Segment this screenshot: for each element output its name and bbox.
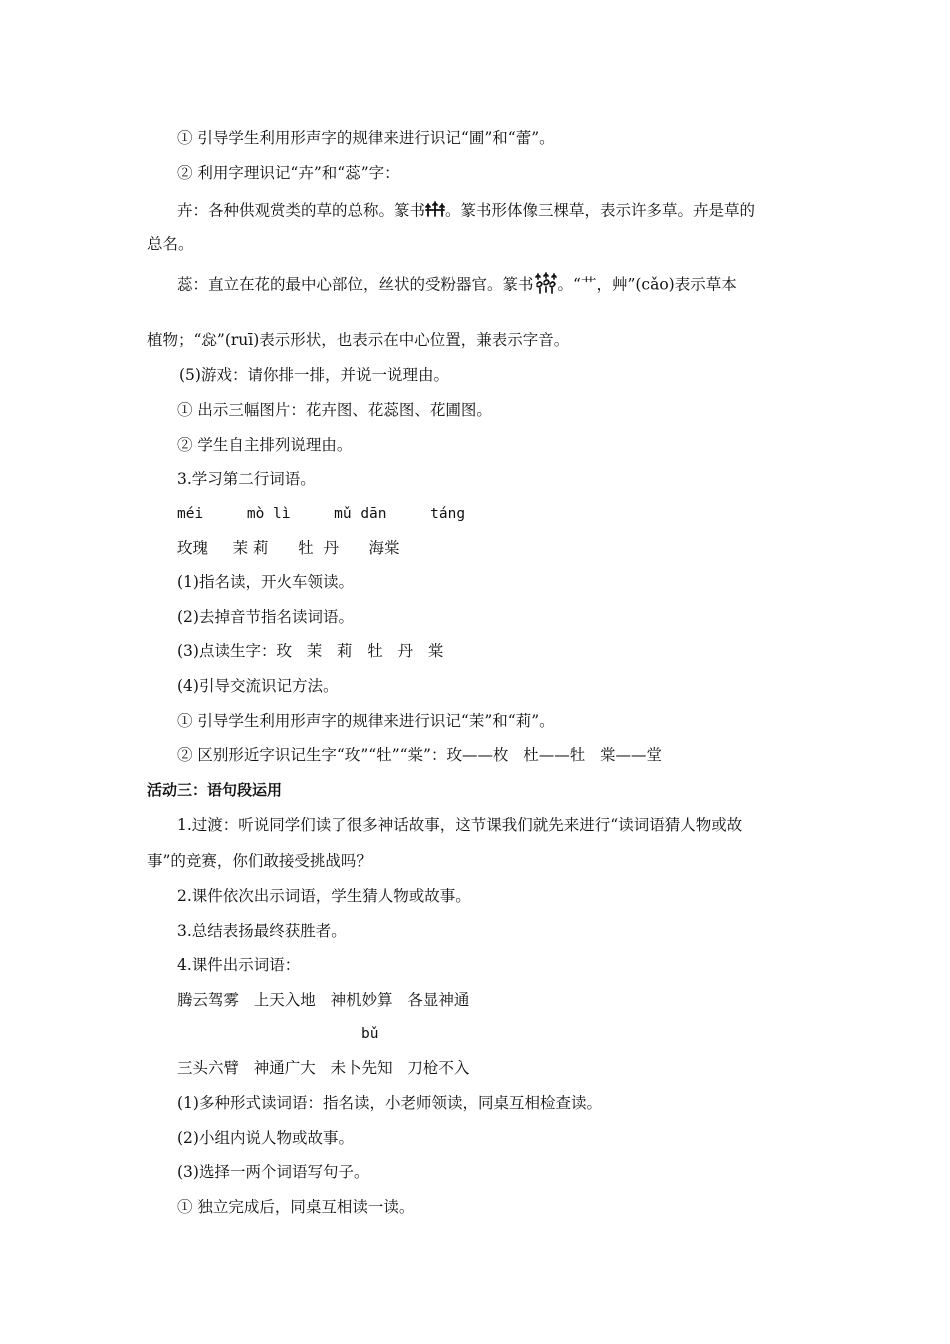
text-line: 三头六臂 神通广大 未卜先知 刀枪不入 [177,1059,470,1077]
text-line: (4)引导交流识记方法。 [177,677,339,695]
text-line: ① 独立完成后，同桌互相读一读。 [177,1198,415,1216]
text-segment: 卉：各种供观赏类的草的总称。篆书 [177,201,426,220]
text-line: (3)点读生字：玫 茉 莉 牡 丹 棠 [177,642,444,660]
text-line: 事”的竞赛，你们敢接受挑战吗？ [147,852,372,870]
text-line: (3)选择一两个词语写句子。 [177,1163,370,1181]
text-line: 1.过渡：听说同学们读了很多神话故事，这节课我们就先来进行“读词语猜人物或故 [177,816,743,834]
text-segment: 蕊：直立在花的最中心部位，丝状的受粉器官。篆书 [177,275,534,294]
text-line: 4.课件出示词语： [177,956,301,974]
text-segment: 。篆书形体像三棵草，表示许多草。卉是草的 [445,201,756,220]
section-heading: 活动三：语句段运用 [147,781,283,799]
text-line: (1)多种形式读词语：指名读，小老师领读，同桌互相检查读。 [177,1094,602,1112]
text-line [177,272,737,299]
text-line: 3.学习第二行词语。 [177,470,316,488]
text-segment: 。“艹，艸”(cǎo)表示草本 [557,275,737,294]
text-line: (2)去掉音节指名读词语。 [177,608,354,626]
text-line: 植物；“惢”(ruī)表示形状，也表示在中心位置，兼表示字音。 [147,331,570,349]
text-line: (1)指名读，开火车领读。 [177,573,354,591]
text-line: ② 学生自主排列说理由。 [177,436,353,454]
pinyin-line: bǔ [361,1026,379,1042]
text-line [177,199,755,224]
text-line: ① 引导学生利用形声字的规律来进行识记“茉”和“莉”。 [177,712,555,730]
text-line: (5)游戏：请你排一排，并说一说理由。 [179,366,449,384]
seal-script-hui-icon [425,199,445,224]
text-line: ① 出示三幅图片：花卉图、花蕊图、花圃图。 [177,401,492,419]
text-line: ② 区别形近字识记生字“玫”“牡”“棠”：玫——枚 杜——牡 棠——堂 [177,746,663,764]
text-line: ① 引导学生利用形声字的规律来进行识记“圃”和“蕾”。 [177,129,555,147]
text-line: (2)小组内说人物或故事。 [177,1129,354,1147]
text-line: 玫瑰 茉 莉 牡 丹 海棠 [177,539,400,557]
text-line: 腾云驾雾 上天入地 神机妙算 各显神通 [177,991,470,1009]
text-line: ② 利用字理识记“卉”和“蕊”字： [177,164,400,182]
text-line: 2.课件依次出示词语，学生猜人物或故事。 [177,887,471,905]
text-line: 总名。 [147,235,194,253]
seal-script-rui-icon [534,272,558,299]
pinyin-line: méi mò lì mǔ dān táng [177,506,466,522]
text-line: 3.总结表扬最终获胜者。 [177,922,347,940]
